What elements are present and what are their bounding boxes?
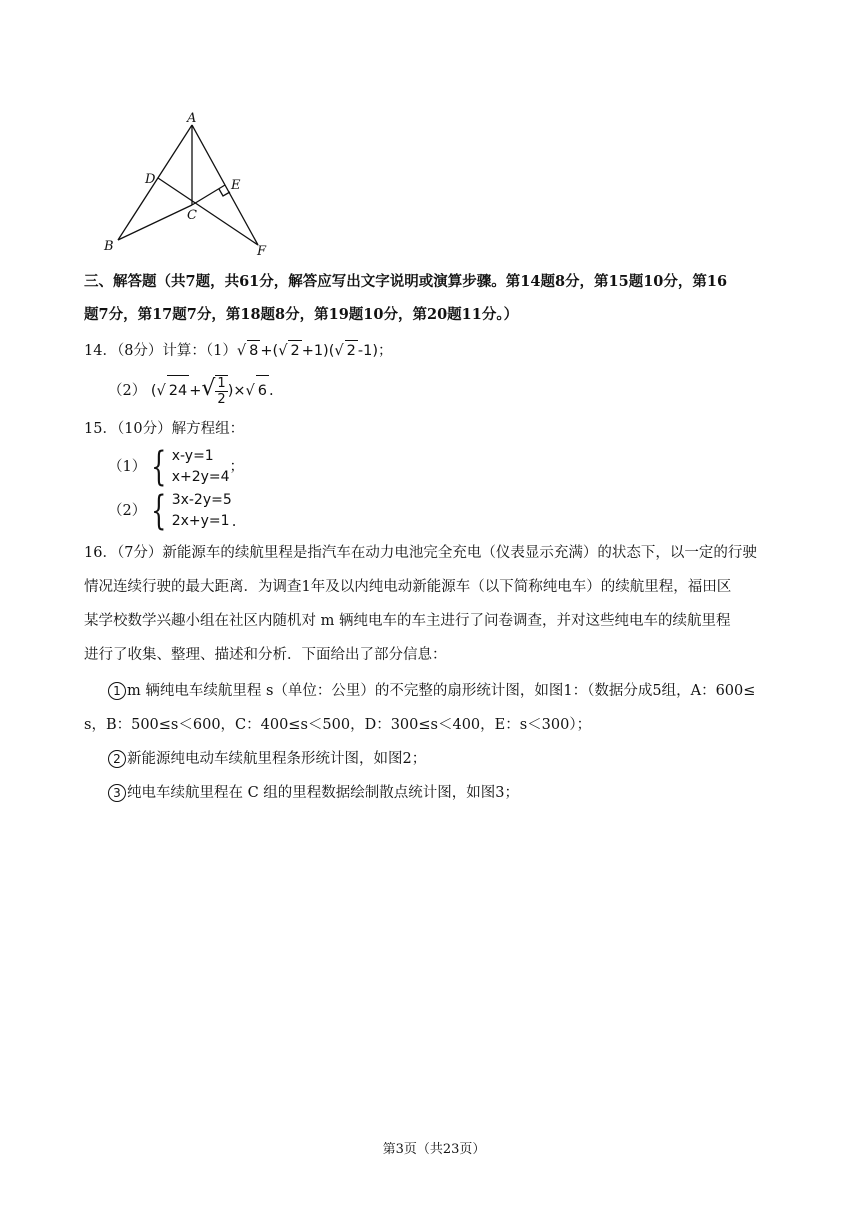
q15-s2-end: . xyxy=(231,514,237,530)
q15-system2: （2） { 3x-2y=5 2x+y=1 . xyxy=(108,488,237,534)
label-b: B xyxy=(104,239,114,254)
q14-part2: （2） (√ 24 +√ $\frac{1}{2}$ )×√ 6 . xyxy=(108,376,274,407)
radical-8: 8 xyxy=(247,340,260,361)
page-footer: 第3页（共23页） xyxy=(382,1142,486,1157)
q14-close: )× xyxy=(227,383,246,399)
q14-sub2: （2） xyxy=(108,383,147,399)
label-c: C xyxy=(187,208,197,223)
q15-s2-eq1: 3x-2y=5 xyxy=(171,492,232,508)
q14-mid: +1)( xyxy=(301,343,335,359)
q15-s1-label: （1） xyxy=(108,459,147,475)
q15-s1-end: ； xyxy=(229,459,245,475)
q16-item1-text: m 辆纯电车续航里程 s（单位：公里）的不完整的扇形统计图，如图1：（数据分成5组，A：600≤ xyxy=(127,683,756,699)
section-heading-line1: 三、解答题（共7题，共61分，解答应写出文字说明或演算步骤。第14题8分，第15题10分，第16 xyxy=(84,273,728,290)
label-f: F xyxy=(257,244,267,259)
q14-open: ( xyxy=(150,383,157,399)
section-heading-line2: 题7分，第17题7分，第18题8分，第19题10分，第20题11分。） xyxy=(84,306,519,323)
q16-line2: 情况连续行驶的最大距离．为调查1年及以内纯电动新能源车（以下简称纯电车）的续航里程，福田区 xyxy=(84,579,732,595)
circled-number-3: 3 xyxy=(108,784,126,802)
q16-line3: 某学校数学兴趣小组在社区内随机对 m 辆纯电车的车主进行了问卷调查，并对这些纯电车的续航里程 xyxy=(84,613,731,629)
label-d: D xyxy=(145,172,156,187)
q15-system1: （1） { x-y=1 x+2y=4 ； xyxy=(108,444,245,490)
q16-item1-line1 xyxy=(108,681,755,701)
q14-tail: -1)； xyxy=(357,343,393,359)
radical-2b: 2 xyxy=(345,340,358,361)
q15-head: 15．（10分）解方程组： xyxy=(84,421,245,437)
q15-s2-label: （2） xyxy=(108,503,147,519)
fraction-one-half: $\frac{1}{2}$ xyxy=(217,376,226,407)
q15-s1-eq1: x-y=1 xyxy=(171,448,214,464)
q14-plus: +( xyxy=(260,343,279,359)
label-e: E xyxy=(231,178,241,193)
label-a: A xyxy=(187,111,197,126)
q15-s2-eq2: 2x+y=1 xyxy=(171,513,230,529)
q16-item2 xyxy=(108,749,426,769)
segment-df xyxy=(158,178,258,245)
radical-24: 24 xyxy=(167,375,189,406)
q14-end: . xyxy=(268,383,274,399)
q16-line1: 16．（7分）新能源车的续航里程是指汽车在动力电池完全充电（仪表显示充满）的状态下，以一定的行驶 xyxy=(84,545,757,561)
radical-2a: 2 xyxy=(288,340,301,361)
q16-item3 xyxy=(108,783,519,803)
circled-number-1: 1 xyxy=(108,682,126,700)
geometry-figure xyxy=(95,105,285,265)
q16-item3-text: 纯电车续航里程在 C 组的里程数据绘制散点统计图，如图3； xyxy=(127,785,520,801)
q15-s1-eq2: x+2y=4 xyxy=(171,469,230,485)
segment-ce xyxy=(192,185,225,205)
q16-item2-text: 新能源纯电动车续航里程条形统计图，如图2； xyxy=(127,751,427,767)
circled-number-2: 2 xyxy=(108,750,126,768)
q14-part1: 14．（8分）计算：（1）√ 8 +(√ 2 +1)(√ 2 -1)； xyxy=(84,340,393,361)
q14-plus2: + xyxy=(189,383,202,399)
q14-head: 14．（8分）计算：（1） xyxy=(84,343,237,359)
q16-line4: 进行了收集、整理、描述和分析．下面给出了部分信息： xyxy=(84,647,447,663)
radical-6: 6 xyxy=(256,375,269,406)
q16-item1-line2: s，B：500≤s＜600，C：400≤s＜500，D：300≤s＜400，E：s＜300）； xyxy=(84,717,592,733)
